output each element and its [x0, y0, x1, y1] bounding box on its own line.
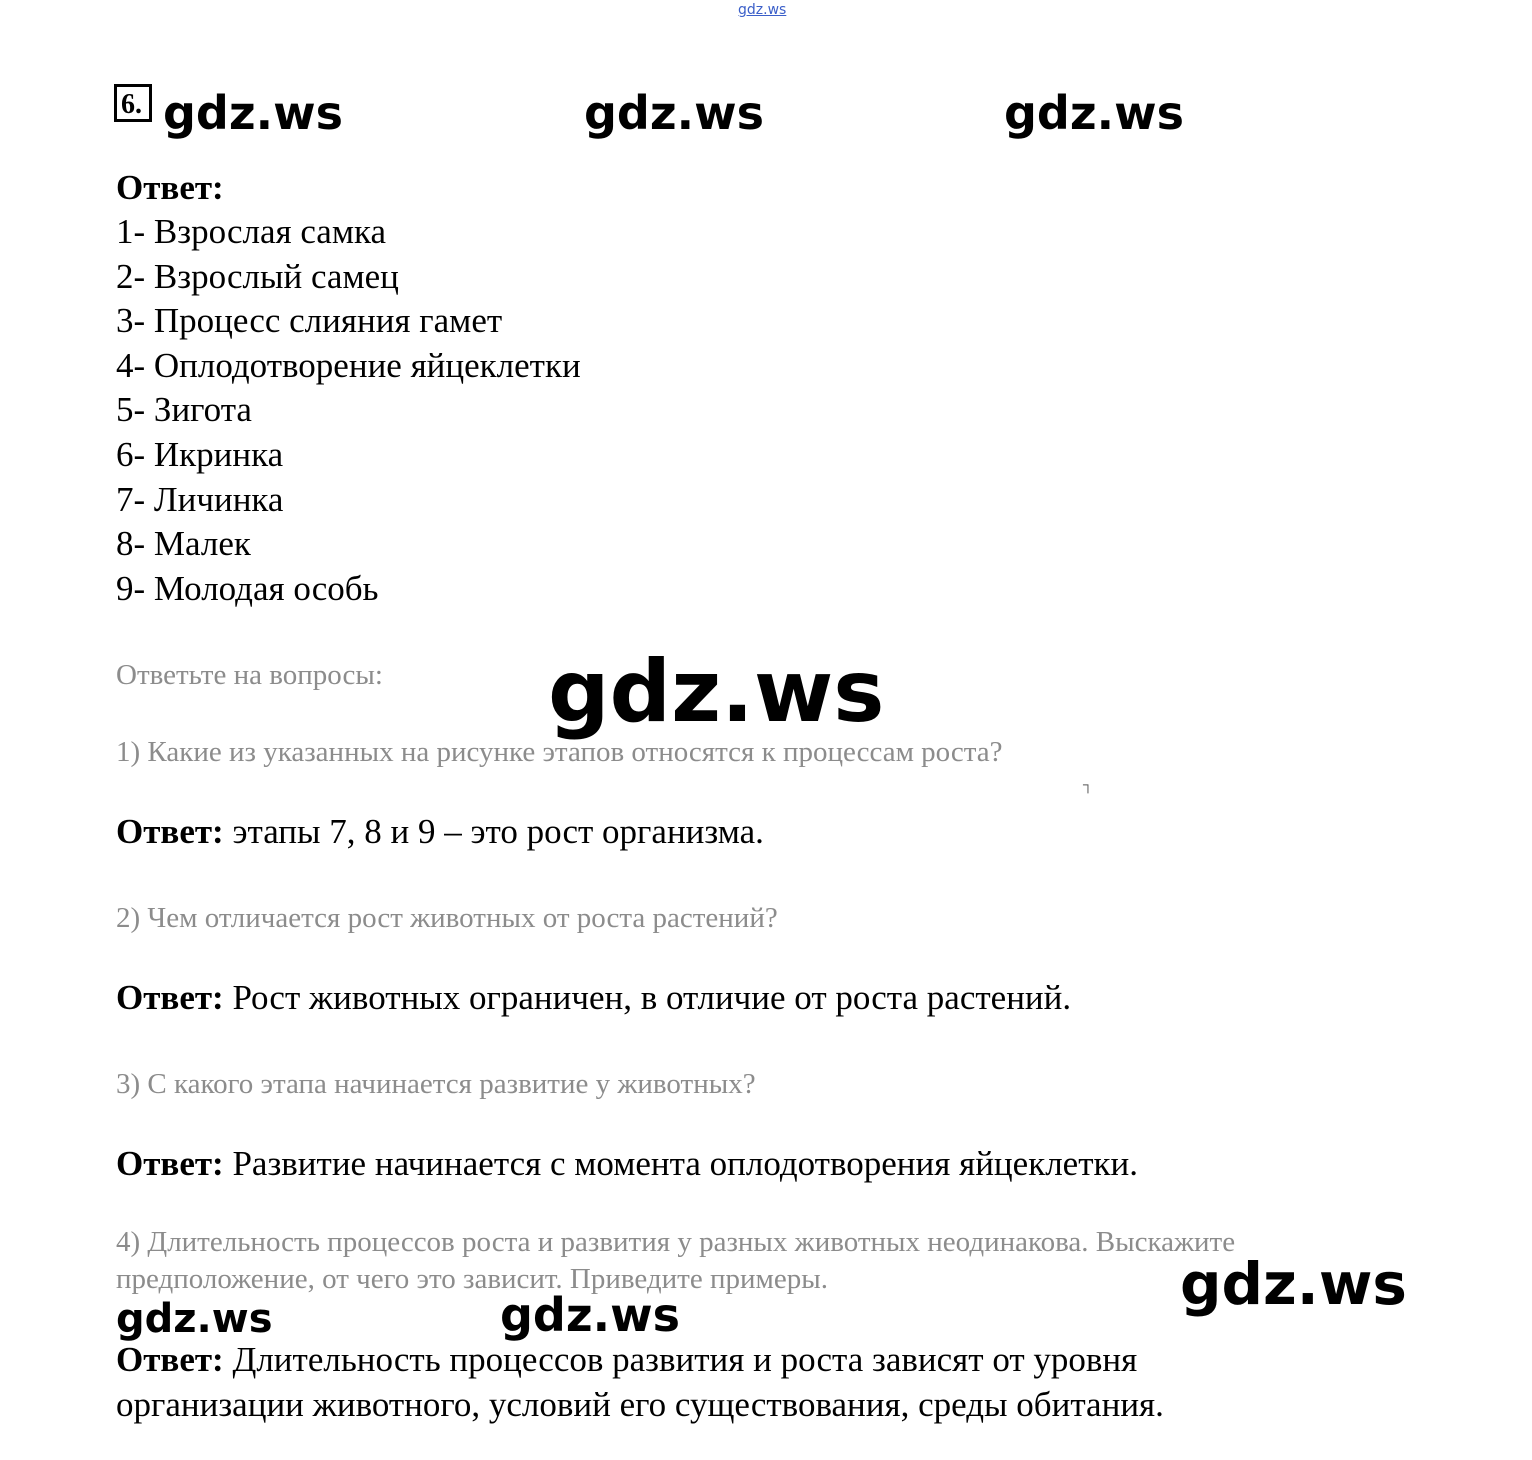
watermark-bottom-left: gdz.ws: [116, 1296, 273, 1342]
watermark-bottom-right: gdz.ws: [1180, 1250, 1407, 1318]
answer-label: Ответ:: [116, 1340, 224, 1379]
stage-item: 9- Молодая особь: [116, 569, 379, 608]
question-4-line-1: 4) Длительность процессов роста и развития у разных животных неодинакова. Выскажите: [116, 1226, 1236, 1258]
answer-heading: Ответ:: [116, 168, 224, 207]
watermark-row-3: gdz.ws: [1004, 86, 1184, 140]
stage-item: 8- Малек: [116, 524, 251, 563]
task-number-box: 6.: [114, 84, 152, 122]
answer-text: Развитие начинается с момента оплодотворения яйцеклетки.: [223, 1144, 1138, 1183]
top-watermark: gdz.ws: [738, 2, 787, 18]
answer-4-line-2: организации животного, условий его существования, среды обитания.: [116, 1385, 1164, 1424]
watermark-center: gdz.ws: [548, 642, 885, 742]
answer-3: [116, 1144, 1138, 1184]
answer-text: Длительность процессов развития и роста зависят от уровня: [223, 1340, 1138, 1379]
answer-4-line-1: [116, 1340, 1137, 1380]
watermark-row-2: gdz.ws: [584, 86, 764, 140]
question-4-line-2: предположение, от чего это зависит. Приведите примеры.: [116, 1263, 828, 1295]
stage-item: 7- Личинка: [116, 480, 284, 519]
question-1: 1) Какие из указанных на рисунке этапов относятся к процессам роста?: [116, 736, 1003, 768]
answer-2: [116, 978, 1071, 1018]
answer-label: Ответ:: [116, 1144, 224, 1183]
stage-item: 5- Зигота: [116, 390, 252, 429]
stage-item: 2- Взрослый самец: [116, 257, 399, 296]
answer-text: этапы 7, 8 и 9 – это рост организма.: [223, 812, 764, 851]
answer-label: Ответ:: [116, 978, 224, 1017]
question-3: 3) С какого этапа начинается развитие у животных?: [116, 1068, 756, 1100]
question-2: 2) Чем отличается рост животных от роста растений?: [116, 902, 778, 934]
answer-1: [116, 812, 764, 852]
watermark-bottom-middle: gdz.ws: [500, 1288, 680, 1342]
stray-mark: ┐: [1083, 778, 1093, 793]
questions-heading: Ответьте на вопросы:: [116, 659, 383, 691]
answer-text: Рост животных ограничен, в отличие от роста растений.: [223, 978, 1072, 1017]
watermark-row-1: gdz.ws: [163, 86, 343, 140]
answer-label: Ответ:: [116, 812, 224, 851]
stage-item: 3- Процесс слияния гамет: [116, 301, 503, 340]
stage-item: 6- Икринка: [116, 435, 284, 474]
stage-item: 1- Взрослая самка: [116, 212, 386, 251]
stage-item: 4- Оплодотворение яйцеклетки: [116, 346, 581, 385]
